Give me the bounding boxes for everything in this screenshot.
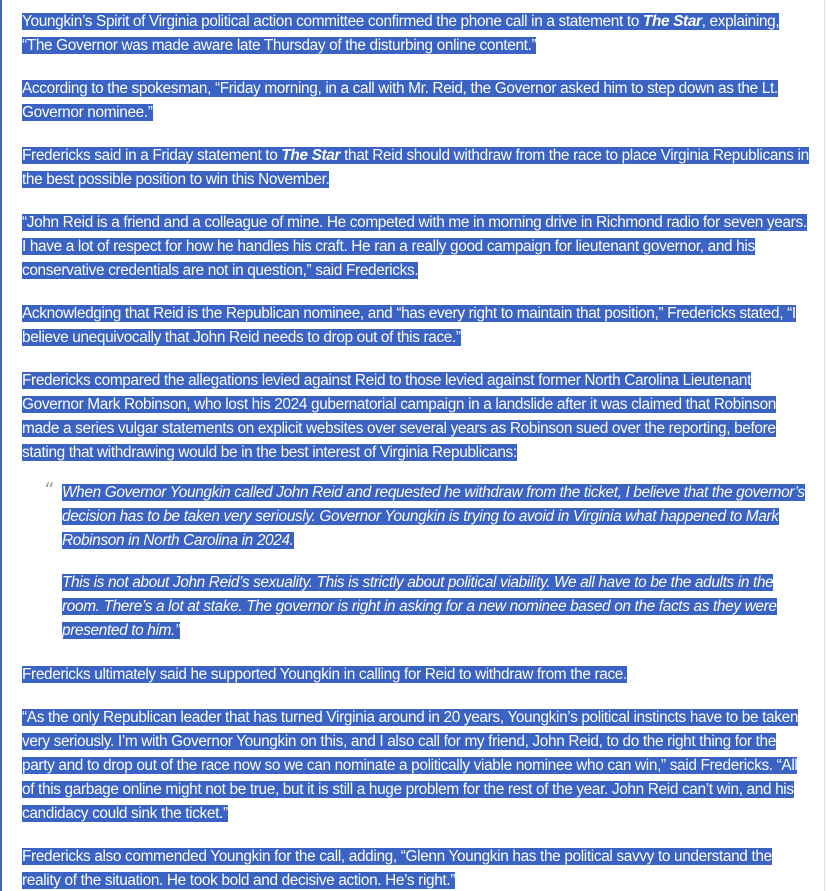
blockquote: [44, 478, 809, 643]
selected-text[interactable]: Acknowledging that Reid is the Republican nominee, and “has every right to maintain that position,” Fredericks stated, “I believe unequivocally that John Reid needs to drop out of this race.”: [22, 305, 796, 346]
publication-name: The Star: [281, 147, 341, 164]
quote-mark-icon: “: [44, 478, 54, 502]
selected-text[interactable]: This is not about John Reid’s sexuality. This is strictly about political viability. We all have to be the adults in the room. There’s a lot at stake. The governor is right in asking for a new nominee based on the facts as they were presented to him.”: [62, 574, 777, 639]
selected-text[interactable]: Fredericks ultimately said he supported Youngkin in calling for Reid to withdraw from the race.: [22, 666, 627, 683]
quote-paragraph: [62, 571, 809, 643]
article-paragraph: [22, 845, 809, 891]
article-paragraph: [22, 302, 809, 350]
article-paragraph: [22, 706, 809, 826]
article-paragraph: [22, 369, 809, 465]
quote-paragraph: [62, 481, 809, 553]
article-paragraph: [22, 144, 809, 192]
article-paragraph: [22, 10, 809, 58]
selected-text[interactable]: When Governor Youngkin called John Reid and requested he withdraw from the ticket, I believe that the governor’s decision has to be taken very seriously. Governor Youngkin is trying to avoid in Virginia what happened to Mark Robinson in North Carolina in 2024.: [62, 484, 805, 549]
paragraph-text: Fredericks said in a Friday statement to: [22, 147, 282, 164]
paragraph-text: , explaining, “The Governor was made aware late Thursday of the disturbing online content.”: [22, 13, 780, 54]
selected-text[interactable]: “As the only Republican leader that has turned Virginia around in 20 years, Youngkin’s political instincts have to be taken very seriously. I’m with Governor Youngkin on this, and I also call for my friend, John Reid, to do the right thing for the party and to drop out of the race now so we can nominate a politically viable nominee who can win,” said Fredericks. “All of this garbage online might not be true, but it is still a huge problem for the rest of the year. John Reid can’t win, and his candidacy could sink the ticket.”: [22, 709, 799, 822]
selected-text[interactable]: According to the spokesman, “Friday morning, in a call with Mr. Reid, the Governor asked him to step down as the Lt. Governor nominee.”: [22, 80, 778, 121]
article-paragraph: [22, 211, 809, 283]
selected-text[interactable]: “John Reid is a friend and a colleague of mine. He competed with me in morning drive in Richmond radio for seven years. I have a lot of respect for how he handles his craft. He ran a really good campaign for lieutenant governor, and his conservative credentials are not in question,” said Fredericks.: [22, 214, 807, 279]
selected-text[interactable]: Fredericks also commended Youngkin for the call, adding, “Glenn Youngkin has the political savvy to understand the reality of the situation. He took bold and decisive action. He’s right.”: [22, 848, 772, 889]
article-paragraph: [22, 663, 809, 687]
selected-text[interactable]: [22, 13, 779, 54]
paragraph-text: Youngkin’s Spirit of Virginia political action committee confirmed the phone call in a statement to: [22, 13, 643, 30]
publication-name: The Star: [642, 13, 702, 30]
selected-text[interactable]: [22, 147, 809, 188]
article-paragraph: [22, 77, 809, 125]
paragraph-text: that Reid should withdraw from the race to place Virginia Republicans in the best possible position to win this November.: [22, 147, 809, 188]
selected-text[interactable]: Fredericks compared the allegations levied against Reid to those levied against former North Carolina Lieutenant Governor Mark Robinson, who lost his 2024 gubernatorial campaign in a landslide after it was claimed that Robinson made a series vulgar statements on explicit websites over several years as Robinson sued over the reporting, before stating that withdrawing would be in the best interest of Virginia Republicans:: [22, 372, 777, 461]
